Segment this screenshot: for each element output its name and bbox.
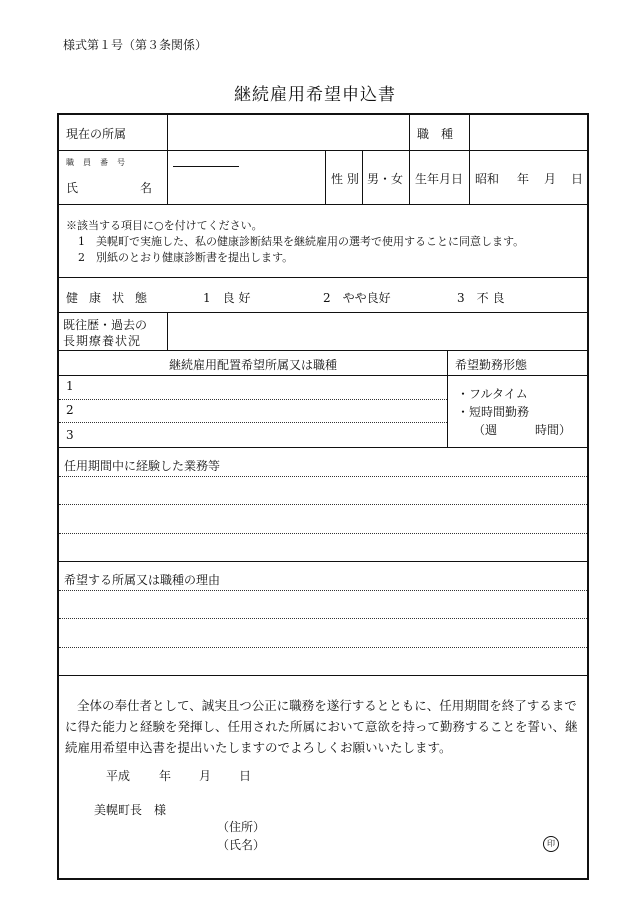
preferred-assignment-row-2[interactable]: 2 <box>66 403 74 417</box>
work-option-part-time[interactable]: ・短時間勤務 <box>457 405 530 419</box>
date-day-unit: 日 <box>239 769 252 783</box>
application-form <box>57 113 589 880</box>
birth-year-unit: 年 <box>517 172 530 186</box>
consent-item-1[interactable]: 1 美幌町で実施した、私の健康診断結果を継続雇用の選考で使用することに同意します。 <box>78 235 525 248</box>
birth-month-unit: 月 <box>544 172 557 186</box>
birth-day-unit: 日 <box>571 172 584 186</box>
preferred-assignment-header: 継続雇用配置希望所属又は職種 <box>168 358 337 372</box>
medical-history-label-2: 長期療養状況 <box>63 334 142 348</box>
page-title: 継続雇用希望申込書 <box>234 85 396 105</box>
preferred-assignment-row-1[interactable]: 1 <box>66 379 74 393</box>
declaration-text: 全体の奉仕者として、誠実且つ公正に職務を遂行するとともに、任用期間を終了するまでに得た能力と経験を発揮し、任用された所属において意欲を持って勤務することを誓い、継続雇用希望申込書を提出いたしますのでよろしくお願いいたします。 <box>65 698 578 755</box>
employee-number-field[interactable] <box>173 166 239 167</box>
job-type-label: 職 種 <box>417 127 454 141</box>
gender-options[interactable]: 男・女 <box>367 172 404 186</box>
health-option-fair[interactable]: 2 やや良好 <box>323 291 391 305</box>
birth-date-label: 生年月日 <box>415 172 464 186</box>
preferred-assignment-row-3[interactable]: 3 <box>66 428 74 442</box>
date-year-unit: 年 <box>159 769 172 783</box>
address-label: （住所） <box>217 820 266 834</box>
addressee: 美幌町長 様 <box>94 803 167 817</box>
weekly-hours-open: （週 <box>473 423 498 437</box>
weekly-hours-close: 時間） <box>535 423 572 437</box>
name-label: 氏名 <box>66 181 215 195</box>
applicant-name-label: （氏名） <box>217 838 266 852</box>
form-number: 様式第１号（第３条関係） <box>63 38 208 52</box>
gender-label: 性 別 <box>331 172 359 186</box>
health-option-poor[interactable]: 3 不 良 <box>457 291 505 305</box>
date-month-unit: 月 <box>199 769 212 783</box>
employee-number-label: 職員番号 <box>66 158 134 167</box>
health-option-good[interactable]: 1 良 好 <box>203 291 251 305</box>
reason-label: 希望する所属又は職種の理由 <box>64 573 221 587</box>
birth-era: 昭和 <box>475 172 500 186</box>
consent-instruction: ※該当する項目に○を付けてください。 <box>66 219 263 232</box>
medical-history-label-1: 既往歴・過去の <box>63 318 148 332</box>
work-style-header: 希望勤務形態 <box>455 358 528 372</box>
current-department-label: 現在の所属 <box>66 127 127 141</box>
health-status-label: 健康状態 <box>66 291 159 305</box>
seal-mark: 印 <box>543 836 559 852</box>
consent-item-2[interactable]: 2 別紙のとおり健康診断書を提出します。 <box>78 251 294 264</box>
date-era: 平成 <box>106 769 131 783</box>
work-option-full-time[interactable]: ・フルタイム <box>457 387 528 401</box>
experience-label: 任用期間中に経験した業務等 <box>64 459 221 473</box>
consent-section <box>66 218 524 266</box>
